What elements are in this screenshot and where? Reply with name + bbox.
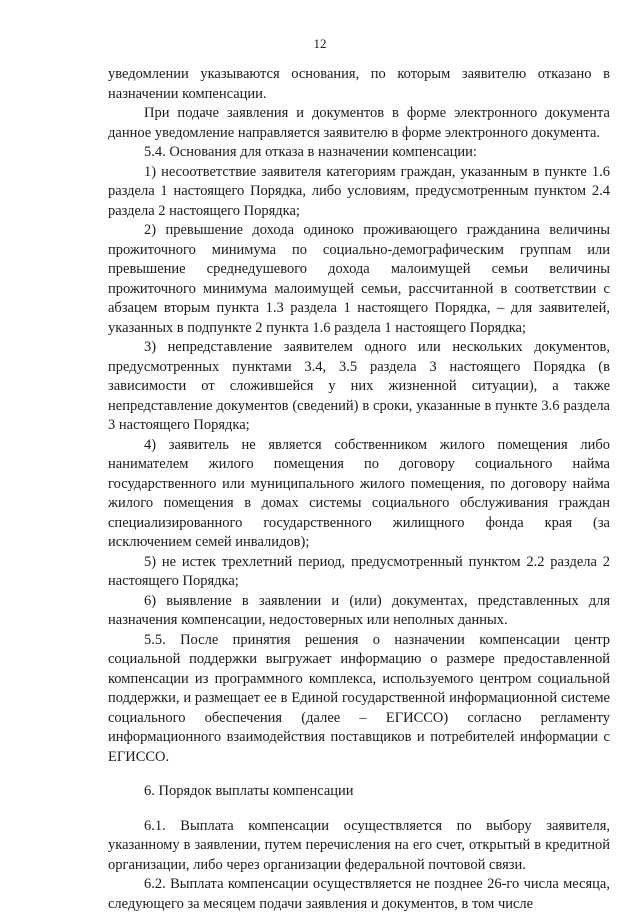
- page-number: 12: [313, 36, 327, 51]
- paragraph-continuation: уведомлении указываются основания, по которым заявителю отказано в назначении компенсации.: [108, 66, 610, 102]
- list-item-6: 6) выявление в заявлении и (или) документах, представленных для назначения компенсации, недостоверных или неполных данных.: [108, 592, 610, 628]
- section-6-1: 6.1. Выплата компенсации осуществляется по выбору заявителя, указанному в заявлении, путем перечисления на его счет, открытый в кредитной организации, либо через организации федеральной почтовой связи.: [108, 817, 610, 873]
- list-item-5: 5) не истек трехлетний период, предусмотренный пунктом 2.2 раздела 2 настоящего Порядка;: [108, 553, 610, 589]
- section-6-heading: 6. Порядок выплаты компенсации: [144, 783, 354, 799]
- section-6-2: 6.2. Выплата компенсации осуществляется не позднее 26-го числа месяца, следующего за месяцем подачи заявления и документов, в том числе: [108, 876, 610, 912]
- section-5-4-heading: 5.4. Основания для отказа в назначении компенсации:: [144, 144, 477, 160]
- list-item-2: 2) превышение дохода одиноко проживающего гражданина величины прожиточного минимума по социально-демографическим группам или превышение среднедушевого дохода малоимущей семьи величины прожиточного минимума малоимущей семьи, рассчитанной в соответствии с абзацем вторым пункта 1.3 раздела 1 настоящего Порядка, – для заявителей, указанных в подпункте 2 пункта 1.6 раздела 1 настоящего Порядка;: [108, 222, 610, 336]
- paragraph-electronic-notice: При подаче заявления и документов в форме электронного документа данное уведомление направляется заявителю в форме электронного документа.: [108, 105, 610, 141]
- list-item-3: 3) непредставление заявителем одного или нескольких документов, предусмотренных пунктами 3.4, 3.5 раздела 3 настоящего Порядка (в зависимости от сложившейся у них жизненной ситуации), а также непредставление документов (сведений) в сроки, указанные в пункте 3.6 раздела 3 настоящего Порядка;: [108, 339, 610, 433]
- list-item-4: 4) заявитель не является собственником жилого помещения либо нанимателем жилого помещения по договору социального найма государственного или муниципального жилого помещения, по договору найма жилого помещения в домах системы социального обслуживания граждан специализированного государственного жилищного фонда края (за исключением семей инвалидов);: [108, 436, 610, 550]
- document-body: [108, 65, 610, 914]
- list-item-1: 1) несоответствие заявителя категориям граждан, указанным в пункте 1.6 раздела 1 настоящего Порядка, либо условиям, предусмотренным пунктом 2.4 раздела 2 настоящего Порядка;: [108, 163, 610, 219]
- section-5-5: 5.5. После принятия решения о назначении компенсации центр социальной поддержки выгружает информацию о размере предоставленной компенсации из программного комплекса, используемого центром социальной поддержки, и размещает ее в Единой государственной информационной системе социального обеспечения (далее – ЕГИССО) согласно регламенту информационного взаимодействия поставщиков и потребителей информации с ЕГИССО.: [108, 631, 610, 765]
